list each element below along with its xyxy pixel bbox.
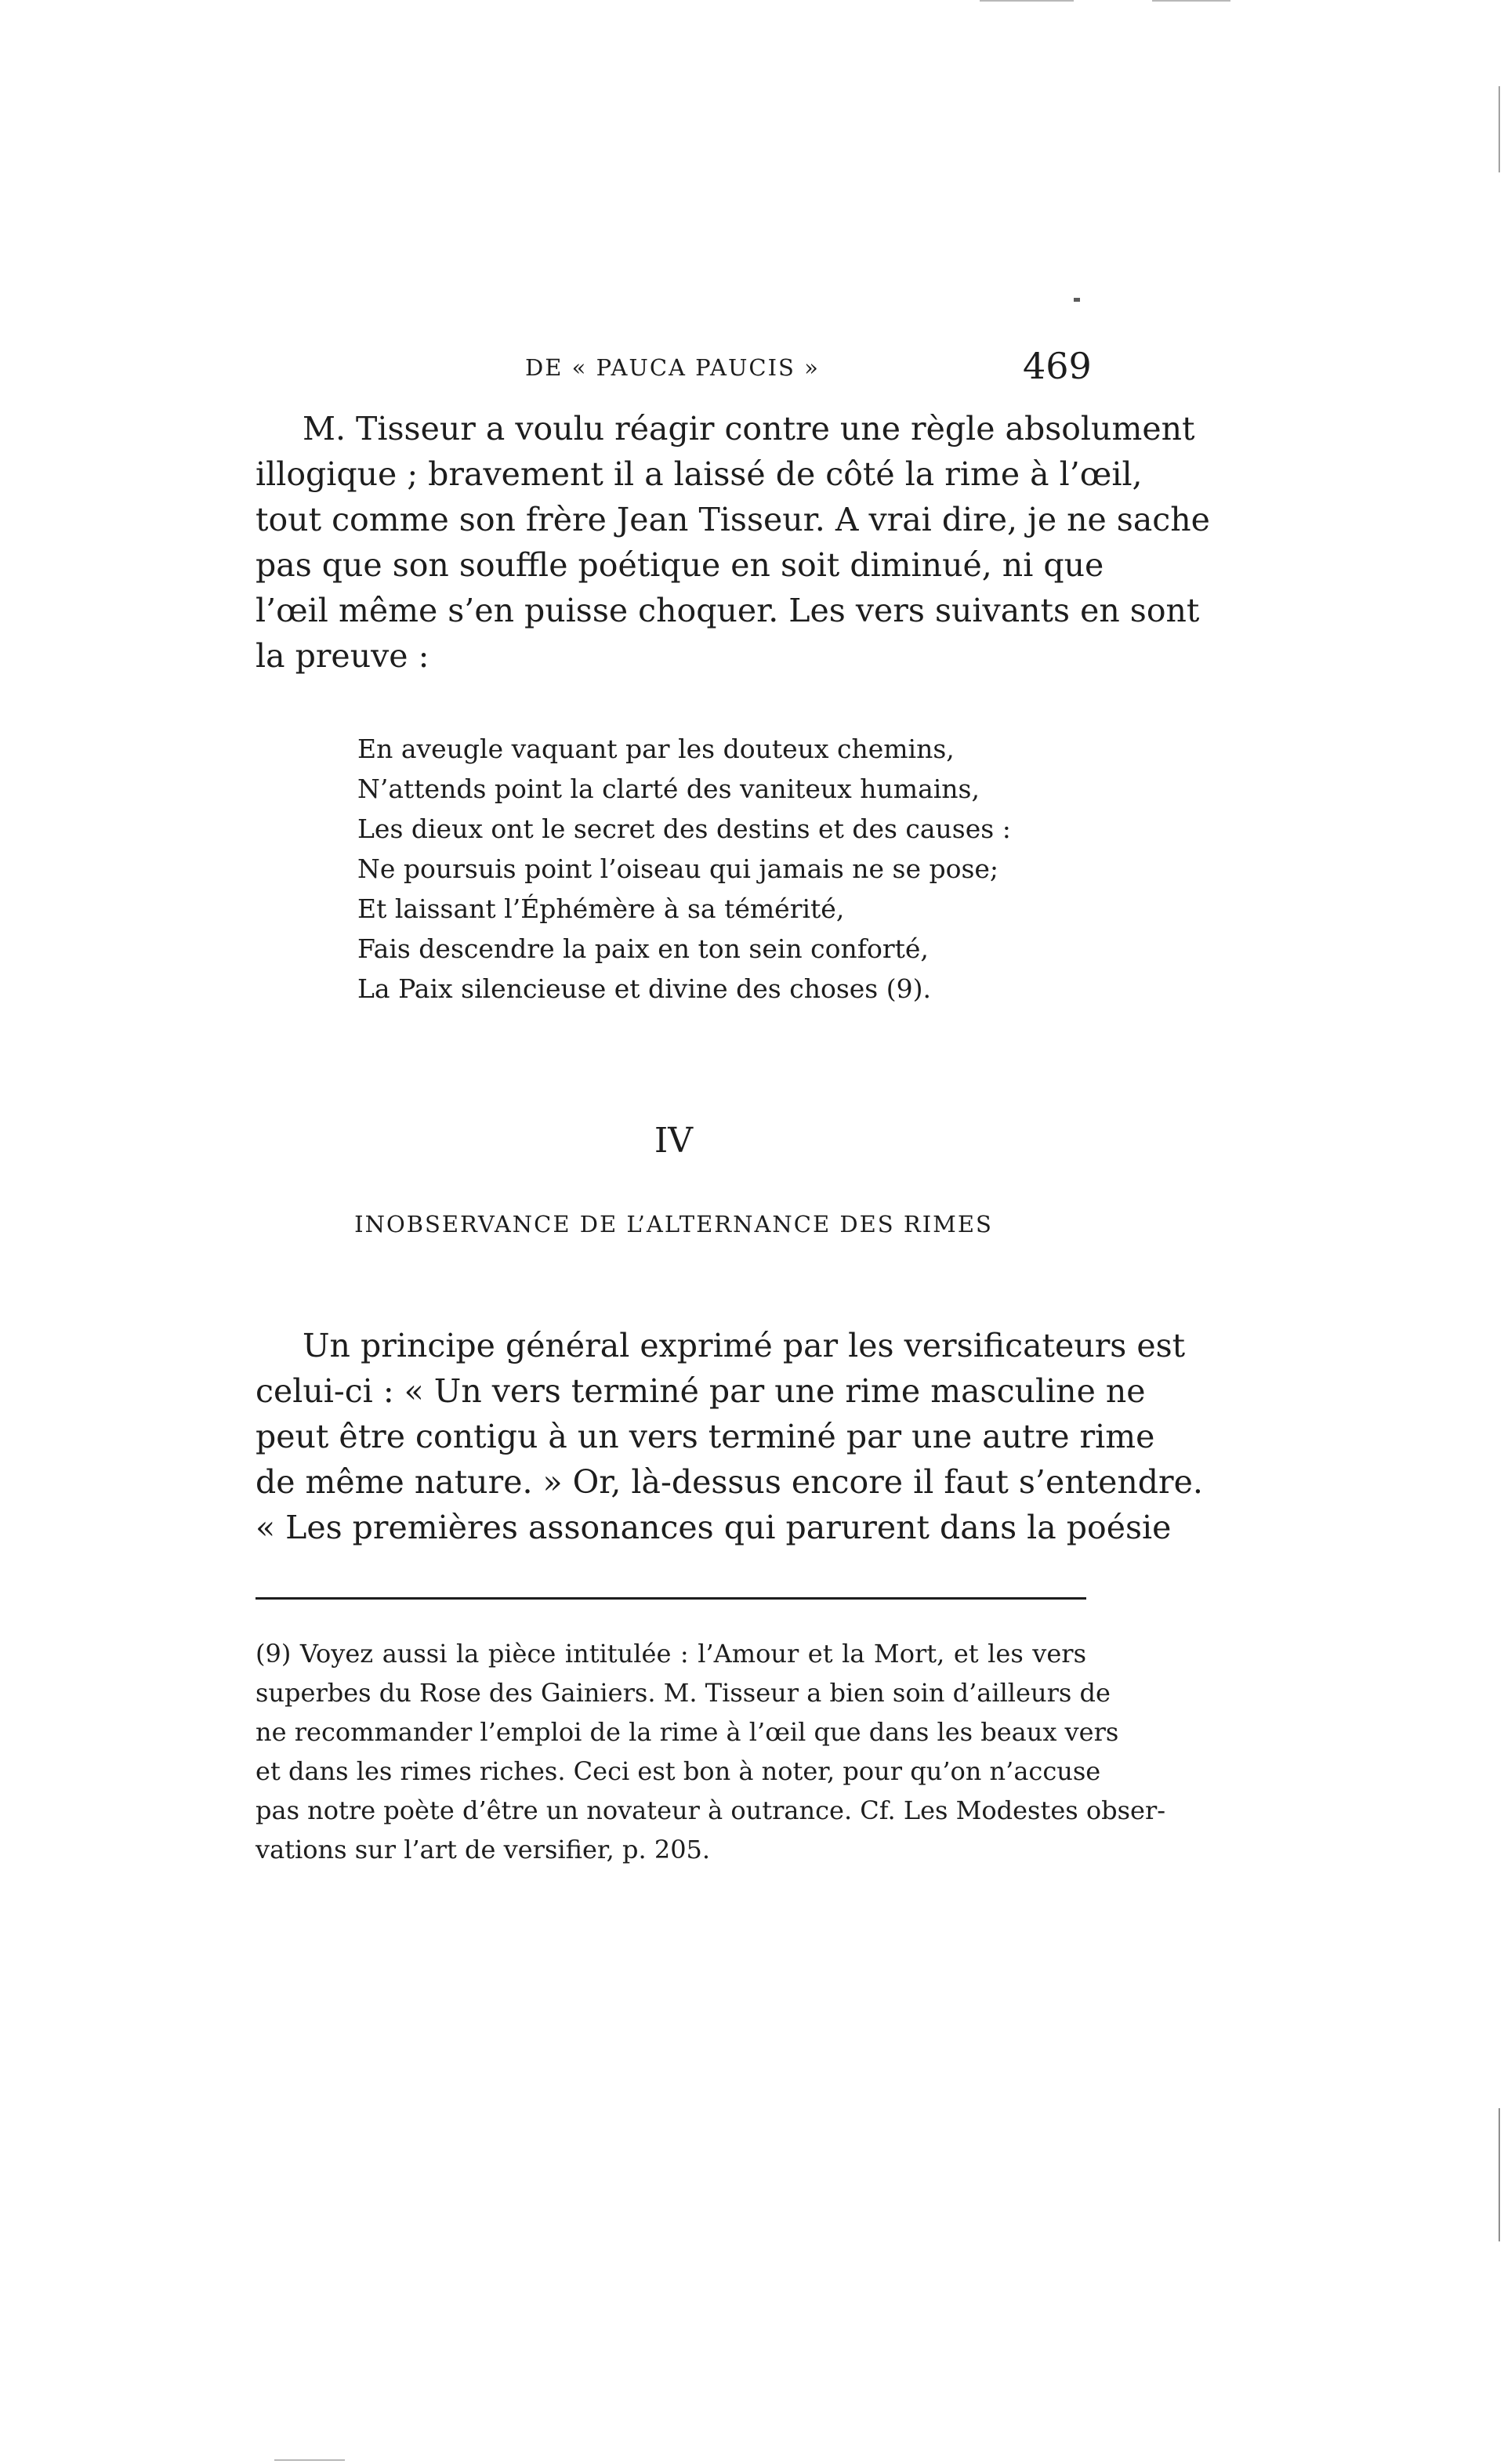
paragraph-1-line: M. Tisseur a voulu réagir contre une règle absolument <box>303 410 1195 448</box>
scan-artifact <box>274 2459 345 2461</box>
footnote-line: superbes du Rose des Gainiers. M. Tisseur a bien soin d’ailleurs de <box>255 1678 1111 1708</box>
footnote-line: pas notre poète d’être un novateur à outrance. Cf. Les Modestes obser- <box>255 1795 1166 1825</box>
paragraph-1-line: la preuve : <box>255 637 429 675</box>
poem-line: Les dieux ont le secret des destins et des causes : <box>357 813 1011 844</box>
paragraph-2-line: de même nature. » Or, là-dessus encore il faut s’entendre. <box>255 1463 1203 1501</box>
scan-artifact <box>1152 0 1230 2</box>
scan-artifact <box>980 0 1074 2</box>
poem-line: Fais descendre la paix en ton sein conforté, <box>357 933 929 964</box>
poem-quote <box>357 729 1011 1009</box>
paragraph-1-line: pas que son souffle poétique en soit diminué, ni que <box>255 546 1104 584</box>
scan-artifact <box>1499 86 1500 172</box>
poem-line: Et laissant l’Éphémère à sa témérité, <box>357 893 845 924</box>
scan-artifact <box>1074 298 1080 302</box>
footnote-line: vations sur l’art de versifier, p. 205. <box>255 1835 711 1864</box>
poem-line: En aveugle vaquant par les douteux chemins, <box>357 734 955 764</box>
paragraph-1-line: l’œil même s’en puisse choquer. Les vers suivants en sont <box>255 592 1200 629</box>
paragraph-2 <box>255 1323 1203 1550</box>
paragraph-2-line: Un principe général exprimé par les versificateurs est <box>303 1327 1186 1364</box>
paragraph-1-line: tout comme son frère Jean Tisseur. A vrai dire, je ne sache <box>255 501 1210 538</box>
poem-line: Ne poursuis point l’oiseau qui jamais ne se pose; <box>357 853 999 884</box>
footnote-line: (9) Voyez aussi la pièce intitulée : l’Amour et la Mort, et les vers <box>255 1639 1086 1669</box>
section-title: INOBSERVANCE DE L’ALTERNANCE DES RIMES <box>354 1211 993 1237</box>
poem-line: La Paix silencieuse et divine des choses (9). <box>357 973 931 1004</box>
footnote-rule <box>255 1597 1086 1600</box>
paragraph-1-line: illogique ; bravement il a laissé de côté la rime à l’œil, <box>255 455 1143 493</box>
footnote-line: ne recommander l’emploi de la rime à l’œil que dans les beaux vers <box>255 1717 1119 1747</box>
paragraph-2-line: peut être contigu à un vers terminé par une autre rime <box>255 1418 1155 1455</box>
footnote <box>255 1634 1166 1869</box>
paragraph-2-line: « Les premières assonances qui parurent dans la poésie <box>255 1509 1172 1546</box>
running-head: DE « PAUCA PAUCIS » <box>525 354 820 381</box>
poem-line: N’attends point la clarté des vaniteux humains, <box>357 774 980 804</box>
scan-artifact <box>1499 2108 1500 2241</box>
section-number: IV <box>654 1121 694 1161</box>
page-number: 469 <box>1023 345 1092 387</box>
paragraph-1 <box>255 406 1210 679</box>
footnote-line: et dans les rimes riches. Ceci est bon à noter, pour qu’on n’accuse <box>255 1756 1101 1786</box>
paragraph-2-line: celui-ci : « Un vers terminé par une rime masculine ne <box>255 1372 1146 1410</box>
